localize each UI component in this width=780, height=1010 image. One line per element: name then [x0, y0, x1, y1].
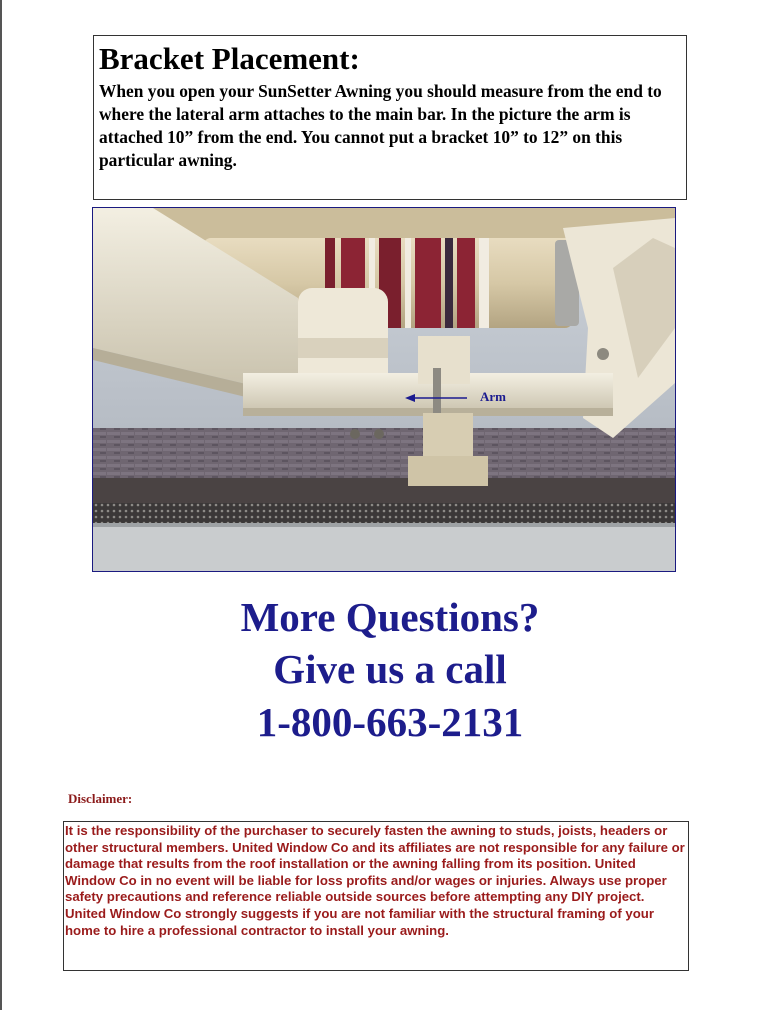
bracket-placement-title: Bracket Placement:	[99, 41, 360, 76]
phone-number: 1-800-663-2131	[256, 699, 524, 745]
page-left-border	[0, 0, 2, 1010]
disclaimer-label: Disclaimer:	[68, 791, 133, 806]
bracket-placement-text: When you open your SunSetter Awning you should measure from the end to where the lateral arm attaches to the main bar. In the picture the arm is attached 10” from the end. You cannot put a bracket 10” to 12” on this particular awning.	[99, 81, 662, 170]
more-questions-heading: More Questions?	[240, 594, 540, 640]
disclaimer-box	[63, 821, 689, 971]
bracket-placement-box	[93, 35, 687, 200]
arm-label: Arm	[480, 389, 506, 404]
awning-bracket-photo	[92, 207, 676, 572]
disclaimer-text: It is the responsibility of the purchaser to securely fasten the awning to studs, joists, headers or other structural members. United Window Co and its affiliates are not responsible for any failure or damage that results from the roof installation or the awning falling from its position. United Window Co in no event will be liable for loss profits and/or wages or injuries. Always use proper safety precautions and reference reliable outside sources before attempting any DIY project. United Window Co strongly suggests if you are not familiar with the structural framing of your home to hire a professional contractor to install your awning.	[65, 823, 685, 938]
give-us-a-call-heading: Give us a call	[273, 646, 507, 692]
awning-photo-illustration	[93, 208, 675, 571]
